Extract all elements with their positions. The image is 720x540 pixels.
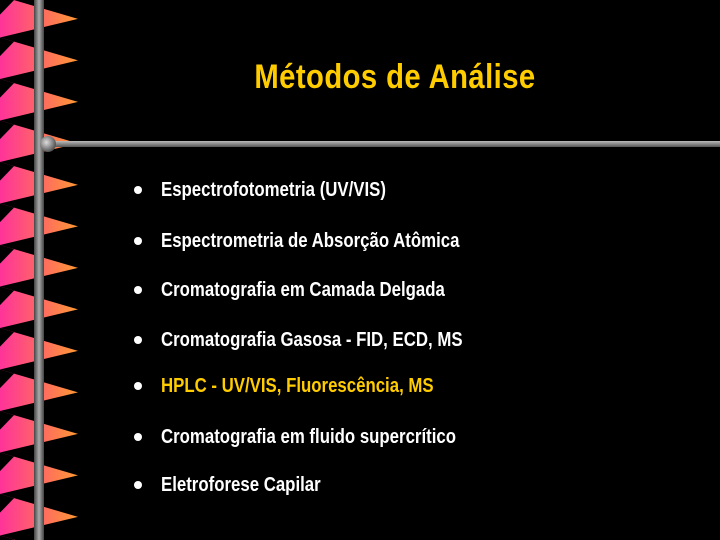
bullet-item xyxy=(134,424,694,450)
bullet-dot-icon xyxy=(134,336,142,344)
bullet-dot-icon xyxy=(134,186,142,194)
bullet-item xyxy=(134,277,694,303)
bullet-text: Espectrometria de Absorção Atômica xyxy=(161,229,460,252)
bullet-dot-icon xyxy=(134,481,142,489)
bullet-text: Cromatografia em fluido supercrítico xyxy=(161,425,456,448)
bullet-text: Cromatografia Gasosa - FID, ECD, MS xyxy=(161,328,463,351)
bullet-text: HPLC - UV/VIS, Fluorescência, MS xyxy=(161,374,434,397)
bullet-item xyxy=(134,177,694,203)
rule-knob xyxy=(40,136,56,152)
stripe-notch xyxy=(0,536,14,540)
bullet-text: Cromatografia em Camada Delgada xyxy=(161,278,445,301)
bullet-dot-icon xyxy=(134,237,142,245)
bullet-item xyxy=(134,327,694,353)
bullet-dot-icon xyxy=(134,286,142,294)
bullet-dot-icon xyxy=(134,382,142,390)
bullet-item xyxy=(134,373,694,399)
left-decorative-stripe xyxy=(0,0,80,540)
bullet-item xyxy=(134,472,694,498)
bullet-text: Espectrofotometria (UV/VIS) xyxy=(161,178,386,201)
title-divider-rule xyxy=(40,136,720,152)
slide-title: Métodos de Análise xyxy=(254,58,536,96)
bullet-item xyxy=(134,228,694,254)
bullet-text: Eletroforese Capilar xyxy=(161,473,321,496)
bullet-dot-icon xyxy=(134,433,142,441)
